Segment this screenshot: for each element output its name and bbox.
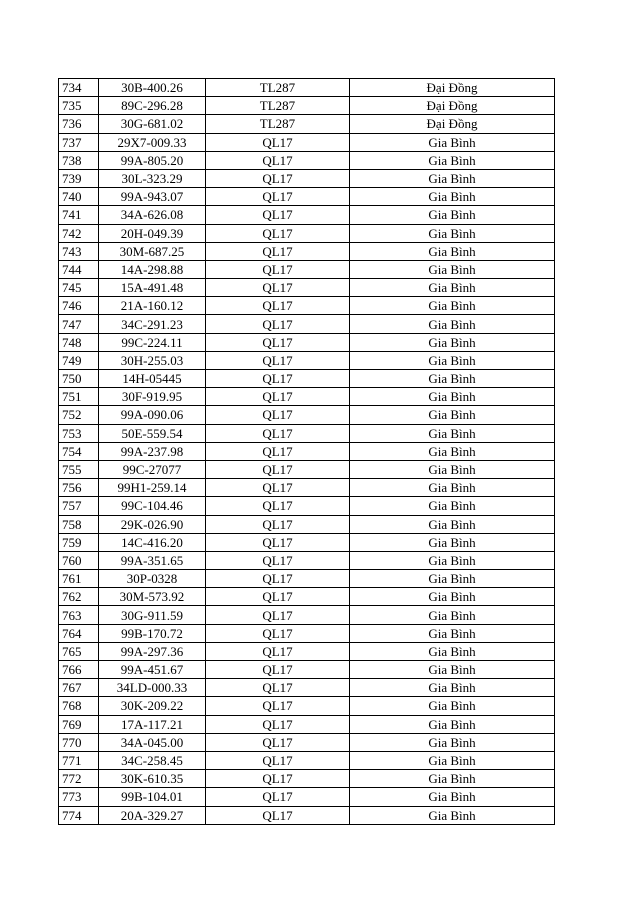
route-cell: QL17 [206,206,350,224]
table-row [59,151,555,169]
route-cell: QL17 [206,333,350,351]
plate-number-cell: 30K-610.35 [99,770,206,788]
plate-number-cell: 17A-117.21 [99,715,206,733]
row-number-cell: 744 [59,260,99,278]
row-number-cell: 766 [59,661,99,679]
table-row [59,806,555,824]
row-number-cell: 773 [59,788,99,806]
row-number-cell: 764 [59,624,99,642]
table-row [59,133,555,151]
row-number-cell: 740 [59,188,99,206]
table-row [59,661,555,679]
route-cell: QL17 [206,770,350,788]
row-number-cell: 746 [59,297,99,315]
row-number-cell: 749 [59,351,99,369]
plate-number-cell: 29X7-009.33 [99,133,206,151]
route-cell: QL17 [206,351,350,369]
route-cell: QL17 [206,370,350,388]
route-cell: QL17 [206,242,350,260]
plate-number-cell: 20H-049.39 [99,224,206,242]
location-cell: Gia Bình [350,242,555,260]
location-cell: Gia Bình [350,169,555,187]
route-cell: QL17 [206,751,350,769]
plate-number-cell: 99B-104.01 [99,788,206,806]
location-cell: Gia Bình [350,533,555,551]
location-cell: Gia Bình [350,224,555,242]
row-number-cell: 751 [59,388,99,406]
plate-number-cell: 34C-258.45 [99,751,206,769]
location-cell: Gia Bình [350,333,555,351]
route-cell: QL17 [206,515,350,533]
row-number-cell: 739 [59,169,99,187]
table-row [59,533,555,551]
row-number-cell: 747 [59,315,99,333]
location-cell: Gia Bình [350,788,555,806]
row-number-cell: 741 [59,206,99,224]
table-row [59,115,555,133]
table-body [59,79,555,825]
location-cell: Gia Bình [350,497,555,515]
row-number-cell: 745 [59,279,99,297]
plate-number-cell: 29K-026.90 [99,515,206,533]
location-cell: Gia Bình [350,588,555,606]
row-number-cell: 735 [59,97,99,115]
table-row [59,370,555,388]
route-cell: QL17 [206,388,350,406]
row-number-cell: 760 [59,551,99,569]
route-cell: QL17 [206,406,350,424]
row-number-cell: 748 [59,333,99,351]
row-number-cell: 772 [59,770,99,788]
location-cell: Gia Bình [350,661,555,679]
route-cell: TL287 [206,79,350,97]
table-row [59,588,555,606]
location-cell: Đại Đồng [350,79,555,97]
location-cell: Gia Bình [350,188,555,206]
location-cell: Gia Bình [350,551,555,569]
route-cell: QL17 [206,479,350,497]
plate-number-cell: 30L-323.29 [99,169,206,187]
table-row [59,479,555,497]
row-number-cell: 767 [59,679,99,697]
location-cell: Đại Đồng [350,97,555,115]
location-cell: Gia Bình [350,424,555,442]
location-cell: Gia Bình [350,679,555,697]
table-row [59,715,555,733]
table-row [59,679,555,697]
plate-number-cell: 21A-160.12 [99,297,206,315]
table-row [59,733,555,751]
plate-number-cell: 30P-0328 [99,570,206,588]
route-cell: QL17 [206,188,350,206]
plate-number-cell: 20A-329.27 [99,806,206,824]
location-cell: Gia Bình [350,133,555,151]
location-cell: Gia Bình [350,260,555,278]
plate-number-cell: 30H-255.03 [99,351,206,369]
location-cell: Gia Bình [350,406,555,424]
route-cell: QL17 [206,642,350,660]
plate-number-cell: 34A-626.08 [99,206,206,224]
plate-number-cell: 30F-919.95 [99,388,206,406]
row-number-cell: 754 [59,442,99,460]
row-number-cell: 757 [59,497,99,515]
location-cell: Đại Đồng [350,115,555,133]
plate-number-cell: 14H-05445 [99,370,206,388]
location-cell: Gia Bình [350,479,555,497]
route-cell: QL17 [206,279,350,297]
plate-number-cell: 99A-237.98 [99,442,206,460]
location-cell: Gia Bình [350,370,555,388]
table-row [59,770,555,788]
plate-number-cell: 99A-351.65 [99,551,206,569]
route-cell: QL17 [206,588,350,606]
route-cell: QL17 [206,260,350,278]
table-row [59,224,555,242]
route-cell: QL17 [206,570,350,588]
table-row [59,497,555,515]
row-number-cell: 734 [59,79,99,97]
table-row [59,388,555,406]
location-cell: Gia Bình [350,206,555,224]
table-row [59,406,555,424]
row-number-cell: 738 [59,151,99,169]
row-number-cell: 770 [59,733,99,751]
row-number-cell: 742 [59,224,99,242]
table-row [59,697,555,715]
table-row [59,606,555,624]
table-row [59,460,555,478]
location-cell: Gia Bình [350,806,555,824]
location-cell: Gia Bình [350,733,555,751]
route-cell: QL17 [206,679,350,697]
row-number-cell: 758 [59,515,99,533]
table-row [59,751,555,769]
route-cell: TL287 [206,115,350,133]
plate-number-cell: 99A-943.07 [99,188,206,206]
row-number-cell: 763 [59,606,99,624]
plate-number-cell: 99A-451.67 [99,661,206,679]
row-number-cell: 768 [59,697,99,715]
plate-number-cell: 30K-209.22 [99,697,206,715]
plate-number-cell: 30B-400.26 [99,79,206,97]
table-row [59,79,555,97]
plate-number-cell: 99C-27077 [99,460,206,478]
row-number-cell: 774 [59,806,99,824]
row-number-cell: 752 [59,406,99,424]
row-number-cell: 769 [59,715,99,733]
table-row [59,624,555,642]
row-number-cell: 771 [59,751,99,769]
vehicle-list-table [58,78,555,825]
location-cell: Gia Bình [350,388,555,406]
route-cell: QL17 [206,697,350,715]
route-cell: QL17 [206,661,350,679]
row-number-cell: 753 [59,424,99,442]
route-cell: QL17 [206,806,350,824]
row-number-cell: 761 [59,570,99,588]
plate-number-cell: 34LD-000.33 [99,679,206,697]
row-number-cell: 762 [59,588,99,606]
row-number-cell: 750 [59,370,99,388]
location-cell: Gia Bình [350,642,555,660]
table-row [59,188,555,206]
table-row [59,169,555,187]
plate-number-cell: 99C-224.11 [99,333,206,351]
route-cell: QL17 [206,224,350,242]
row-number-cell: 765 [59,642,99,660]
plate-number-cell: 34C-291.23 [99,315,206,333]
route-cell: QL17 [206,551,350,569]
location-cell: Gia Bình [350,624,555,642]
table-row [59,551,555,569]
plate-number-cell: 99B-170.72 [99,624,206,642]
route-cell: QL17 [206,788,350,806]
row-number-cell: 756 [59,479,99,497]
location-cell: Gia Bình [350,606,555,624]
location-cell: Gia Bình [350,315,555,333]
location-cell: Gia Bình [350,297,555,315]
route-cell: QL17 [206,424,350,442]
plate-number-cell: 34A-045.00 [99,733,206,751]
plate-number-cell: 50E-559.54 [99,424,206,442]
route-cell: QL17 [206,606,350,624]
table-row [59,242,555,260]
route-cell: QL17 [206,151,350,169]
location-cell: Gia Bình [350,279,555,297]
route-cell: QL17 [206,460,350,478]
route-cell: QL17 [206,297,350,315]
plate-number-cell: 99C-104.46 [99,497,206,515]
plate-number-cell: 30G-911.59 [99,606,206,624]
plate-number-cell: 14C-416.20 [99,533,206,551]
row-number-cell: 737 [59,133,99,151]
plate-number-cell: 30M-687.25 [99,242,206,260]
route-cell: QL17 [206,533,350,551]
table-row [59,315,555,333]
route-cell: TL287 [206,97,350,115]
row-number-cell: 759 [59,533,99,551]
plate-number-cell: 99H1-259.14 [99,479,206,497]
table-row [59,97,555,115]
table-row [59,260,555,278]
row-number-cell: 736 [59,115,99,133]
table-row [59,424,555,442]
route-cell: QL17 [206,315,350,333]
plate-number-cell: 15A-491.48 [99,279,206,297]
location-cell: Gia Bình [350,697,555,715]
table-row [59,351,555,369]
table-row [59,297,555,315]
row-number-cell: 755 [59,460,99,478]
table-row [59,333,555,351]
table-row [59,570,555,588]
location-cell: Gia Bình [350,751,555,769]
route-cell: QL17 [206,624,350,642]
route-cell: QL17 [206,442,350,460]
route-cell: QL17 [206,133,350,151]
location-cell: Gia Bình [350,351,555,369]
plate-number-cell: 99A-805.20 [99,151,206,169]
table-row [59,206,555,224]
location-cell: Gia Bình [350,442,555,460]
location-cell: Gia Bình [350,515,555,533]
plate-number-cell: 99A-297.36 [99,642,206,660]
table-row [59,788,555,806]
plate-number-cell: 99A-090.06 [99,406,206,424]
table-row [59,442,555,460]
plate-number-cell: 14A-298.88 [99,260,206,278]
location-cell: Gia Bình [350,151,555,169]
location-cell: Gia Bình [350,770,555,788]
table-row [59,279,555,297]
table-row [59,642,555,660]
plate-number-cell: 30M-573.92 [99,588,206,606]
route-cell: QL17 [206,497,350,515]
plate-number-cell: 30G-681.02 [99,115,206,133]
route-cell: QL17 [206,169,350,187]
location-cell: Gia Bình [350,715,555,733]
location-cell: Gia Bình [350,570,555,588]
plate-number-cell: 89C-296.28 [99,97,206,115]
row-number-cell: 743 [59,242,99,260]
table-row [59,515,555,533]
route-cell: QL17 [206,733,350,751]
location-cell: Gia Bình [350,460,555,478]
route-cell: QL17 [206,715,350,733]
